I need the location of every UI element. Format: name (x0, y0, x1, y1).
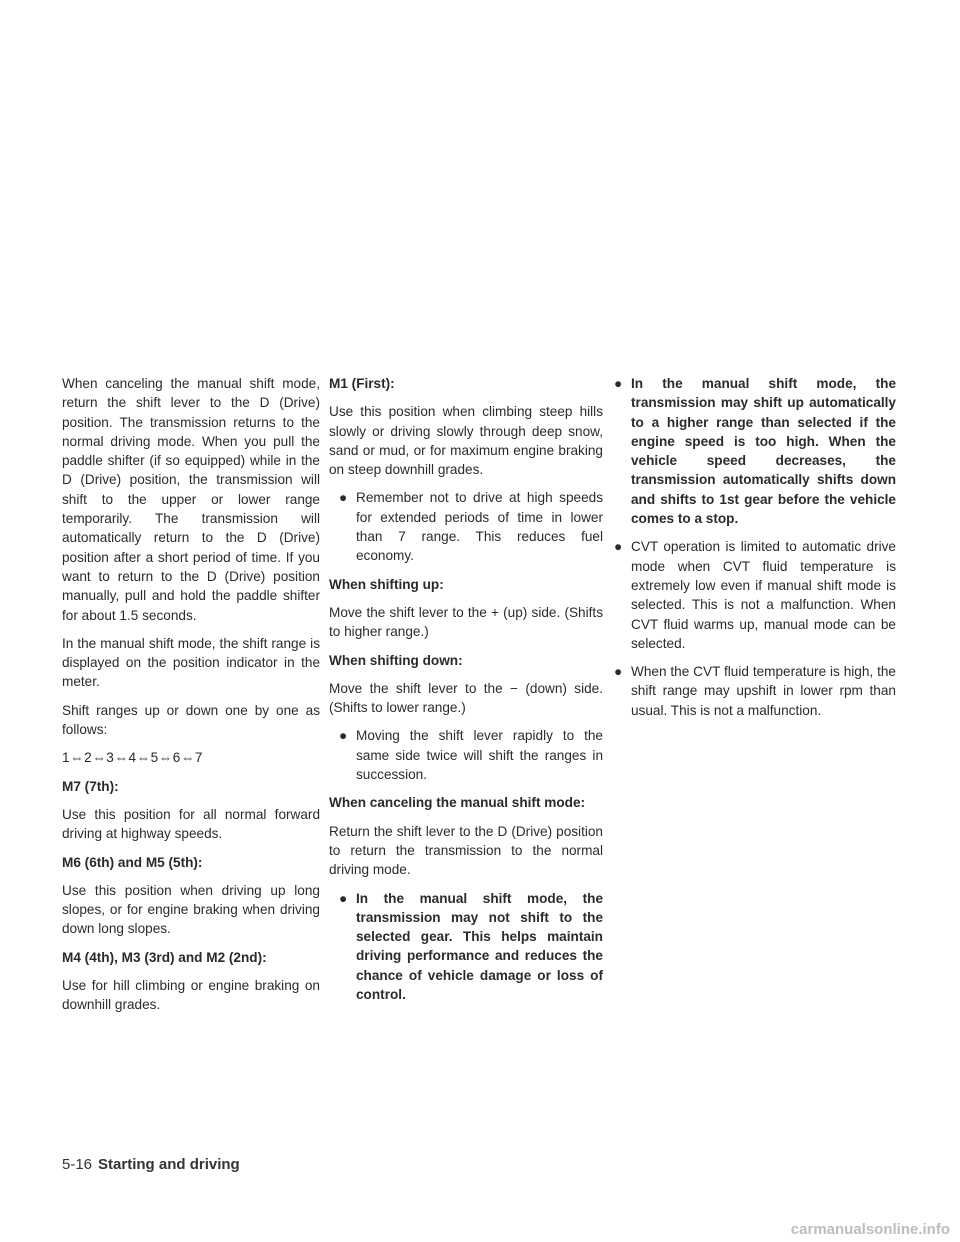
paragraph-m7: Use this position for all normal forward driving at highway speeds. (62, 806, 320, 842)
paragraph-shifting-down: Move the shift lever to the − (down) side. (Shifts to lower range.) (329, 680, 603, 716)
paragraph-m4-m3-m2: Use for hill climbing or engine braking on downhill grades. (62, 978, 320, 1013)
bullet-cvt-high-temp-text: When the CVT fluid temperature is high, the shift range may upshift in lower rpm than usual. This is not a malfunction. (631, 664, 896, 718)
heading-m4-m3-m2: M4 (4th), M3 (3rd) and M2 (2nd): (62, 949, 267, 965)
paragraph-m1: Use this position when climbing steep hills slowly or driving slowly through deep snow, sand or mud, or for maximum engine braking on steep downhill grades. (329, 404, 603, 478)
heading-m1: M1 (First): (329, 376, 395, 391)
paragraph-shift-ranges: Shift ranges up or down one by one as follows: (62, 702, 320, 738)
column-middle (329, 374, 603, 1013)
bullet-icon: ● (339, 490, 348, 506)
page-footer (62, 1156, 240, 1173)
paragraph-shift-range-display: In the manual shift mode, the shift range is displayed on the position indicator in the meter. (62, 635, 320, 690)
heading-canceling-manual: When canceling the manual shift mode: (329, 795, 586, 811)
watermark: carmanualsonline.info (790, 1221, 950, 1238)
bullet-cvt-high-temp (614, 662, 896, 720)
section-title: Starting and driving (98, 1156, 240, 1173)
bullet-canceling-manual-text: In the manual shift mode, the transmission may not shift to the selected gear. This helps maintain driving performance and reduces the chance of vehicle damage or loss of control. (356, 890, 603, 1003)
paragraph-shifting-up: Move the shift lever to the + (up) side. (Shifts to higher range.) (329, 604, 603, 640)
column-left (62, 374, 320, 1024)
bullet-shifting-down-text: Moving the shift lever rapidly to the same side twice will shift the ranges in succession. (356, 728, 603, 783)
column-right (614, 374, 896, 729)
paragraph-cancel-manual: When canceling the manual shift mode, return the shift lever to the D (Drive) position. The transmission returns to the normal driving mode. When you pull the paddle shifter (if so equipped) while in the D (Drive) position, the transmission will shift to the upper or lower range temporarily. The transmission will automatically return to the D (Drive) position after a short period of time. If you want to return to the D (Drive) position manually, pull and hold the paddle shifter for about 1.5 seconds. (62, 376, 320, 623)
bullet-icon: ● (339, 890, 348, 906)
bullet-canceling-manual (329, 889, 603, 1005)
bullet-icon: ● (614, 664, 623, 680)
paragraph-m6-m5: Use this position when driving up long slopes, or for engine braking when driving down long slopes. (62, 882, 320, 937)
bullet-icon: ● (614, 376, 623, 391)
bullet-shifting-down (329, 726, 603, 784)
heading-m7: M7 (7th): (62, 778, 119, 794)
bullet-icon: ● (614, 539, 623, 555)
bullet-icon: ● (339, 728, 348, 744)
page-number: 5-16 (62, 1156, 93, 1173)
heading-shifting-down: When shifting down: (329, 652, 463, 668)
bullet-auto-upshift-text: In the manual shift mode, the transmission may shift up automatically to a higher range than selected if the engine speed is too high. When the vehicle speed decreases, the transmission automatically shifts down and shifts to 1st gear before the vehicle comes to a stop. (631, 376, 896, 527)
bullet-m1 (329, 488, 603, 565)
heading-m6-m5: M6 (6th) and M5 (5th): (62, 854, 203, 870)
shift-sequence: 1⇔2⇔3⇔4⇔5⇔6⇔7 (62, 750, 203, 766)
bullet-m1-text: Remember not to drive at high speeds for extended periods of time in lower than 7 range. This reduces fuel economy. (356, 490, 603, 564)
heading-shifting-up: When shifting up: (329, 576, 444, 592)
bullet-cvt-low-temp-text: CVT operation is limited to automatic drive mode when CVT fluid temperature is extremely low even if manual shift mode is selected. This is not a malfunction. When CVT fluid warms up, manual mode can be selected. (631, 539, 896, 651)
paragraph-canceling-manual: Return the shift lever to the D (Drive) position to return the transmission to the normal driving mode. (329, 823, 603, 878)
bullet-auto-upshift (614, 374, 896, 528)
bullet-cvt-low-temp (614, 537, 896, 653)
